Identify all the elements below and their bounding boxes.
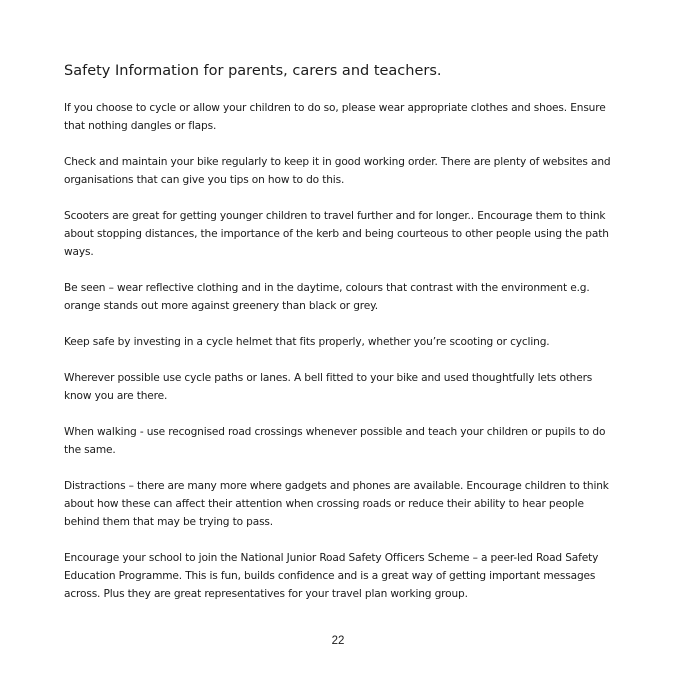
paragraph-helmet: Keep safe by investing in a cycle helmet that fits properly, whether you’re scooting or cycling. [64, 336, 550, 348]
paragraph-school-scheme: Encourage your school to join the National Junior Road Safety Officers Scheme – a peer-led Road Safety Education Programme. This is fun, builds confidence and is a great way of getting important messages across. Plus they are great representatives for your travel plan working group. [64, 552, 599, 600]
paragraph-scooters: Scooters are great for getting younger children to travel further and for longer.. Encourage them to think about stopping distances, the importance of the kerb and being courteous to other people using the path ways. [64, 210, 609, 258]
page-number: 22 [331, 635, 345, 647]
paragraph-bike-maintenance: Check and maintain your bike regularly to keep it in good working order. There are plenty of websites and organisations that can give you tips on how to do this. [64, 156, 611, 186]
paragraph-cycle-paths: Wherever possible use cycle paths or lanes. A bell fitted to your bike and used thoughtfully lets others know you are there. [64, 372, 593, 402]
paragraph-walking: When walking - use recognised road crossings whenever possible and teach your children or pupils to do the same. [64, 426, 606, 456]
paragraph-be-seen: Be seen – wear reflective clothing and in the daytime, colours that contrast with the environment e.g. orange stands out more against greenery than black or grey. [64, 282, 590, 312]
paragraph-distractions: Distractions – there are many more where gadgets and phones are available. Encourage children to think about how these can affect their attention when crossing roads or reduce their ability to hear people behind them that may be trying to pass. [64, 480, 609, 528]
page-title: Safety Information for parents, carers and teachers. [64, 63, 442, 79]
paragraph-cycling-clothing: If you choose to cycle or allow your children to do so, please wear appropriate clothes and shoes. Ensure that nothing dangles or flaps. [64, 102, 606, 132]
body-text [64, 99, 620, 621]
